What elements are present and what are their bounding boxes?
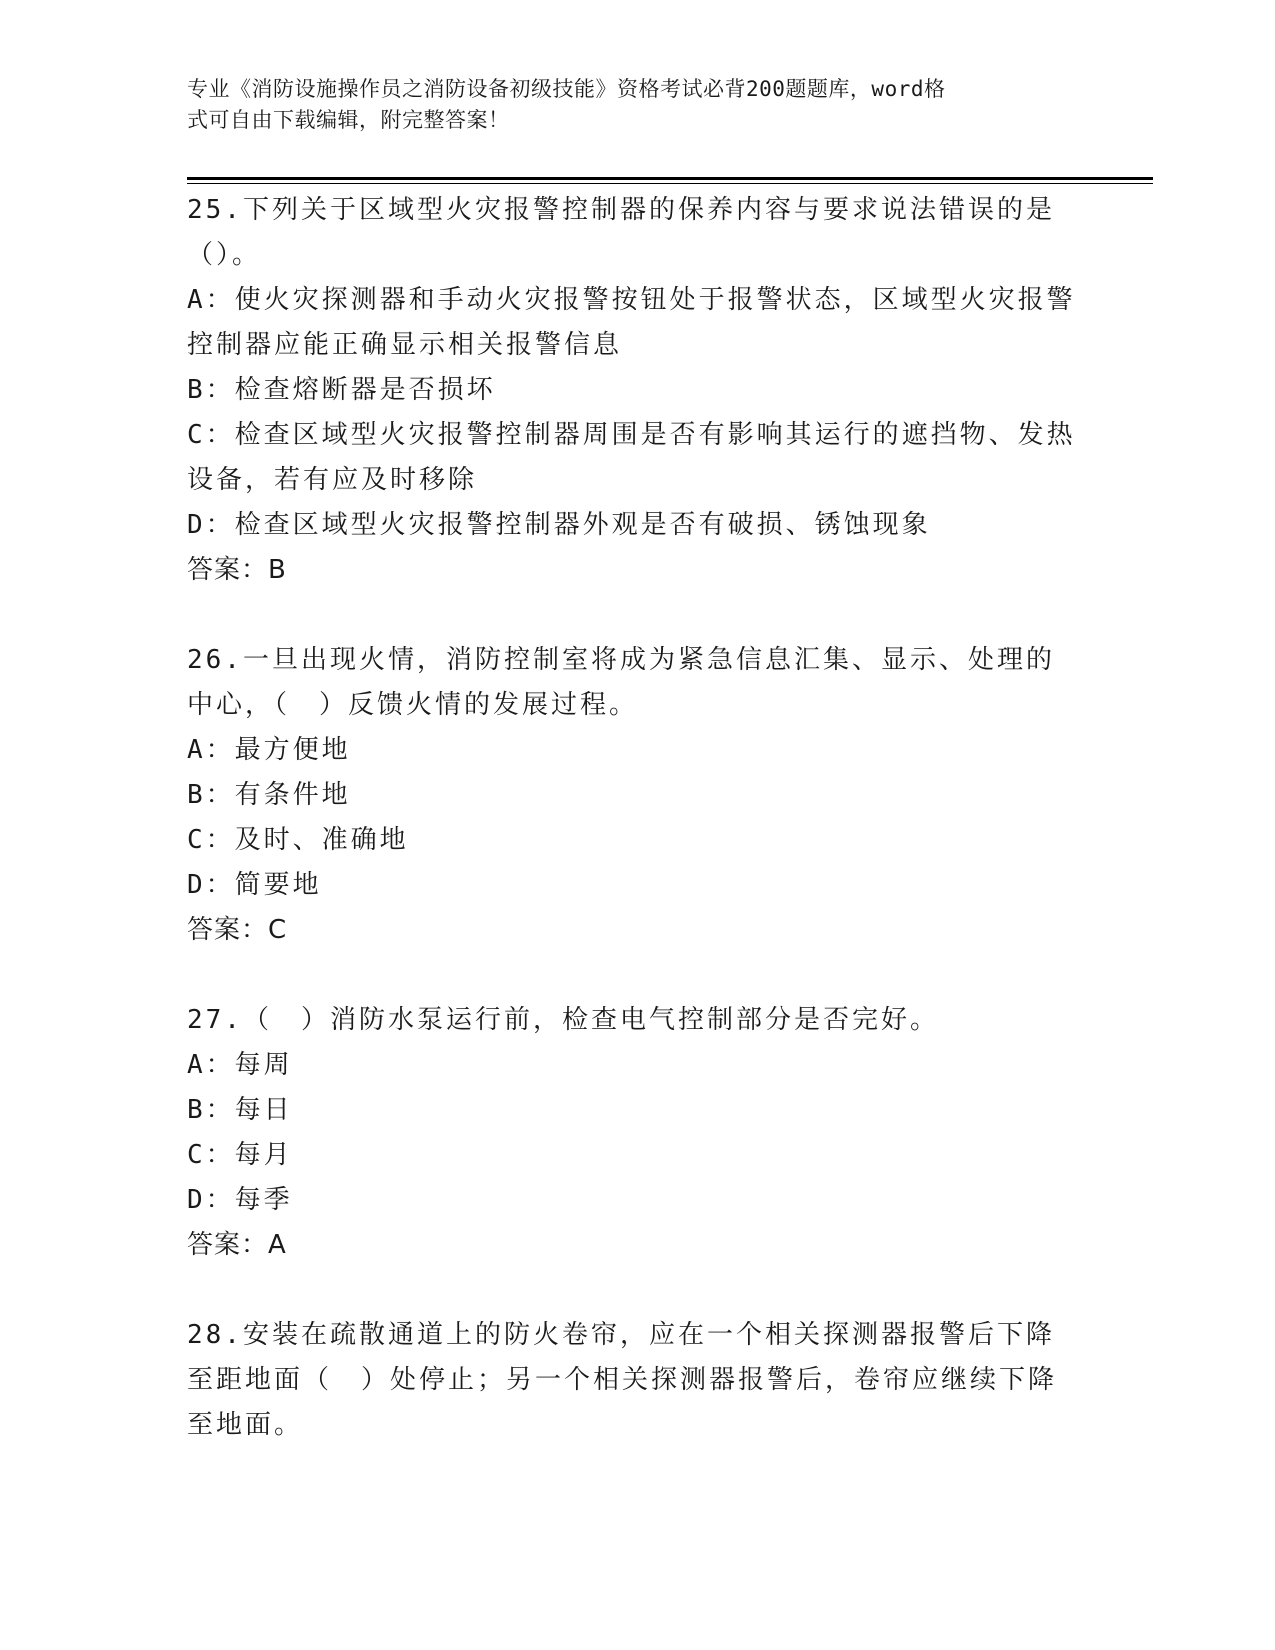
question-25 bbox=[187, 188, 1077, 593]
option-b: B：每日 bbox=[187, 1095, 293, 1125]
option-a: A：每周 bbox=[187, 1050, 293, 1080]
option-a: A：最方便地 bbox=[187, 735, 351, 765]
question-text: 26.一旦出现火情，消防控制室将成为紧急信息汇集、显示、处理的中心，（ ）反馈火情的发展过程。 bbox=[187, 645, 1055, 720]
option-c: C：每月 bbox=[187, 1140, 293, 1170]
question-text: 27.（ ）消防水泵运行前，检查电气控制部分是否完好。 bbox=[187, 1005, 939, 1035]
question-27 bbox=[187, 998, 1077, 1268]
option-c: C：检查区域型火灾报警控制器周围是否有影响其运行的遮挡物、发热设备，若有应及时移除 bbox=[187, 420, 1076, 495]
option-c: C：及时、准确地 bbox=[187, 825, 409, 855]
header-line-2: 式可自由下载编辑，附完整答案！ bbox=[187, 108, 510, 132]
option-b: B：检查熔断器是否损坏 bbox=[187, 375, 496, 405]
header-line-1: 专业《消防设施操作员之消防设备初级技能》资格考试必背200题题库，word格 bbox=[187, 77, 946, 101]
option-a: A：使火灾探测器和手动火灾报警按钮处于报警状态，区域型火灾报警控制器应能正确显示相关报警信息 bbox=[187, 285, 1076, 360]
answer: 答案：B bbox=[187, 555, 287, 585]
option-b: B：有条件地 bbox=[187, 780, 351, 810]
header-divider-thin bbox=[187, 183, 1153, 184]
question-28 bbox=[187, 1313, 1077, 1448]
answer: 答案：C bbox=[187, 915, 288, 945]
option-d: D：简要地 bbox=[187, 870, 322, 900]
question-list bbox=[187, 188, 1077, 1493]
question-text: 28.安装在疏散通道上的防火卷帘，应在一个相关探测器报警后下降至距地面（ ）处停止；另一个相关探测器报警后，卷帘应继续下降至地面。 bbox=[187, 1320, 1058, 1440]
question-text: 25.下列关于区域型火灾报警控制器的保养内容与要求说法错误的是（）。 bbox=[187, 195, 1055, 270]
option-d: D：检查区域型火灾报警控制器外观是否有破损、锈蚀现象 bbox=[187, 510, 931, 540]
question-26 bbox=[187, 638, 1077, 953]
document-header bbox=[187, 74, 1067, 136]
answer: 答案：A bbox=[187, 1230, 287, 1260]
header-divider-thick bbox=[187, 177, 1153, 180]
option-d: D：每季 bbox=[187, 1185, 293, 1215]
